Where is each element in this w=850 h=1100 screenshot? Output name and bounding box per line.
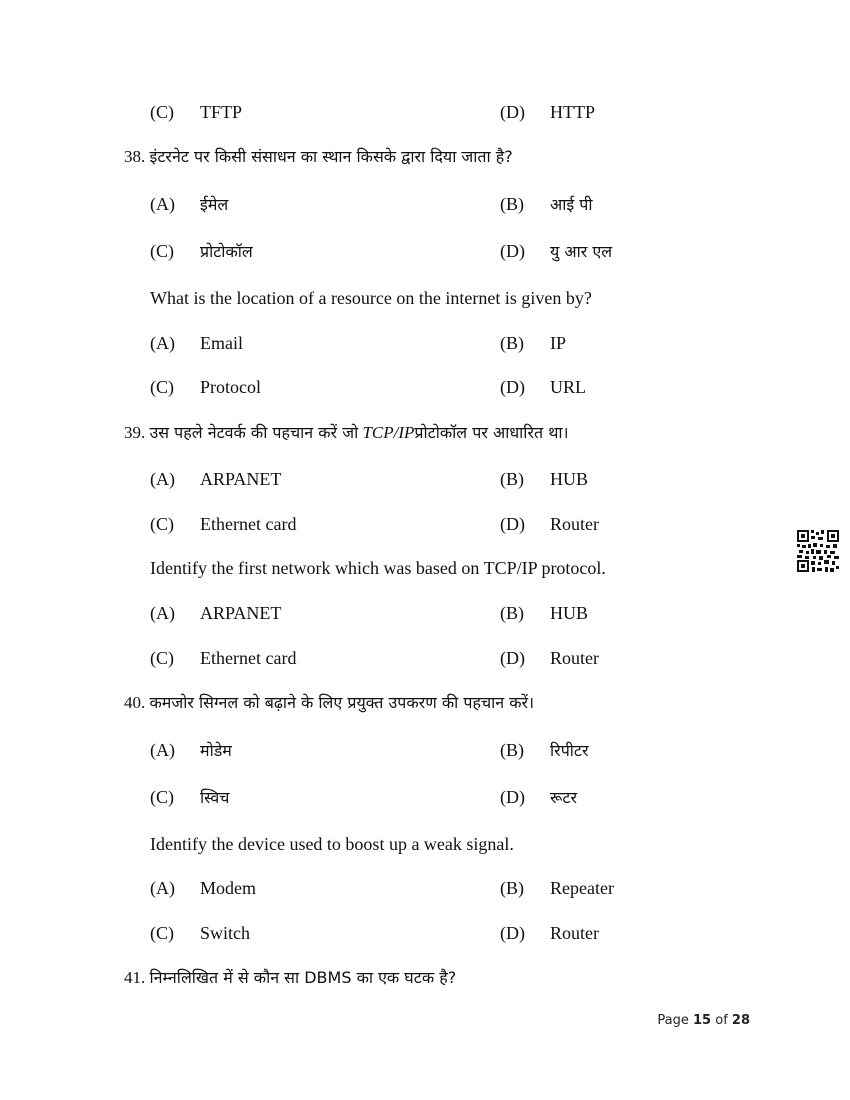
q40-hindi-option-d xyxy=(500,786,577,809)
q39-english-option-d xyxy=(500,647,599,669)
option-label: (B) xyxy=(500,469,524,489)
question-number: 41. xyxy=(124,968,146,987)
option-text: HUB xyxy=(550,469,589,489)
option-label: (A) xyxy=(150,740,175,760)
q37-option-c xyxy=(150,101,242,123)
of-word: of xyxy=(715,1013,728,1028)
qr-code-icon xyxy=(797,530,839,572)
q38-hindi-option-b xyxy=(500,193,593,216)
q38-hindi-option-d xyxy=(500,240,612,263)
option-label: (C) xyxy=(150,923,174,943)
option-text: HUB xyxy=(550,603,589,623)
option-text: Protocol xyxy=(200,377,261,397)
q39-hindi-option-c xyxy=(150,513,296,535)
question-text-pre: उस पहले नेटवर्क की पहचान करें जो xyxy=(149,423,359,442)
option-label: (A) xyxy=(150,878,175,898)
question-number: 38. xyxy=(124,147,146,166)
option-label: (C) xyxy=(150,377,174,397)
option-label: (C) xyxy=(150,241,174,261)
q37-option-d xyxy=(500,101,595,123)
option-label: (B) xyxy=(500,740,524,760)
q40-hindi-question xyxy=(124,692,534,714)
q39-hindi-option-a xyxy=(150,468,281,490)
q38-hindi-option-c xyxy=(150,240,253,263)
q39-hindi-option-b xyxy=(500,468,588,490)
option-text: HTTP xyxy=(550,102,595,122)
q38-english-question: What is the location of a resource on the internet is given by? xyxy=(150,288,592,308)
option-text: यु आर एल xyxy=(550,242,613,261)
q39-hindi-option-d xyxy=(500,513,599,535)
q40-hindi-option-a xyxy=(150,739,232,762)
option-label: (C) xyxy=(150,102,174,122)
option-label: (B) xyxy=(500,603,524,623)
option-label: (D) xyxy=(500,514,525,534)
option-text: IP xyxy=(550,333,567,353)
option-text: स्विच xyxy=(200,788,230,807)
option-label: (A) xyxy=(150,333,175,353)
option-text: आई पी xyxy=(550,195,593,214)
option-text: रिपीटर xyxy=(550,741,589,760)
q38-english-option-a xyxy=(150,332,243,354)
q38-english-option-b xyxy=(500,332,566,354)
option-label: (B) xyxy=(500,878,524,898)
option-text: ARPANET xyxy=(200,469,282,489)
option-text: मोडेम xyxy=(200,741,232,760)
option-text: Email xyxy=(200,333,243,353)
option-label: (C) xyxy=(150,787,174,807)
option-text: ARPANET xyxy=(200,603,282,623)
option-text: ईमेल xyxy=(200,195,229,214)
option-text: Router xyxy=(550,514,599,534)
option-label: (A) xyxy=(150,469,175,489)
q39-english-option-c xyxy=(150,647,296,669)
q39-english-option-a xyxy=(150,602,281,624)
option-text: Router xyxy=(550,648,599,668)
option-label: (A) xyxy=(150,194,175,214)
option-label: (C) xyxy=(150,514,174,534)
page-number: 15 xyxy=(693,1013,712,1028)
option-text: Modem xyxy=(200,878,256,898)
option-text: Repeater xyxy=(550,878,614,898)
option-text: URL xyxy=(550,377,586,397)
option-label: (D) xyxy=(500,648,525,668)
q40-english-option-a xyxy=(150,877,256,899)
option-label: (D) xyxy=(500,377,525,397)
option-text: Ethernet card xyxy=(200,648,297,668)
q40-english-option-b xyxy=(500,877,614,899)
option-label: (C) xyxy=(150,648,174,668)
q40-english-question: Identify the device used to boost up a weak signal. xyxy=(150,834,514,854)
q38-english-option-c xyxy=(150,376,261,398)
q40-hindi-option-b xyxy=(500,739,589,762)
q38-hindi-option-a xyxy=(150,193,228,216)
q39-english-option-b xyxy=(500,602,588,624)
option-label: (D) xyxy=(500,102,525,122)
option-label: (D) xyxy=(500,923,525,943)
question-number: 39. xyxy=(124,423,146,442)
option-label: (D) xyxy=(500,241,525,261)
question-math: TCP/IP xyxy=(362,423,415,442)
option-text: Switch xyxy=(200,923,251,943)
page-word: Page xyxy=(657,1013,689,1028)
q41-hindi-question xyxy=(124,967,456,989)
question-number: 40. xyxy=(124,693,146,712)
question-text-post: प्रोटोकॉल पर आधारित था। xyxy=(414,423,569,442)
option-text: Router xyxy=(550,923,599,943)
page-total: 28 xyxy=(731,1013,750,1028)
option-text: Ethernet card xyxy=(200,514,297,534)
option-text: TFTP xyxy=(200,102,243,122)
q39-hindi-question xyxy=(124,422,569,444)
question-text: निम्नलिखित में से कौन सा DBMS का एक घटक है? xyxy=(149,968,457,987)
option-label: (A) xyxy=(150,603,175,623)
question-text: कमजोर सिग्नल को बढ़ाने के लिए प्रयुक्त उपकरण की पहचान करें। xyxy=(149,693,535,712)
option-text: रूटर xyxy=(550,788,578,807)
option-label: (D) xyxy=(500,787,525,807)
option-label: (B) xyxy=(500,333,524,353)
q40-hindi-option-c xyxy=(150,786,229,809)
q40-english-option-d xyxy=(500,922,599,944)
q39-english-question: Identify the first network which was based on TCP/IP protocol. xyxy=(150,558,606,578)
page-footer xyxy=(657,1013,750,1028)
option-label: (B) xyxy=(500,194,524,214)
q38-hindi-question xyxy=(124,146,513,168)
q40-english-option-c xyxy=(150,922,250,944)
question-text: इंटरनेट पर किसी संसाधन का स्थान किसके द्वारा दिया जाता है? xyxy=(149,147,513,166)
q38-english-option-d xyxy=(500,376,586,398)
option-text: प्रोटोकॉल xyxy=(200,242,253,261)
